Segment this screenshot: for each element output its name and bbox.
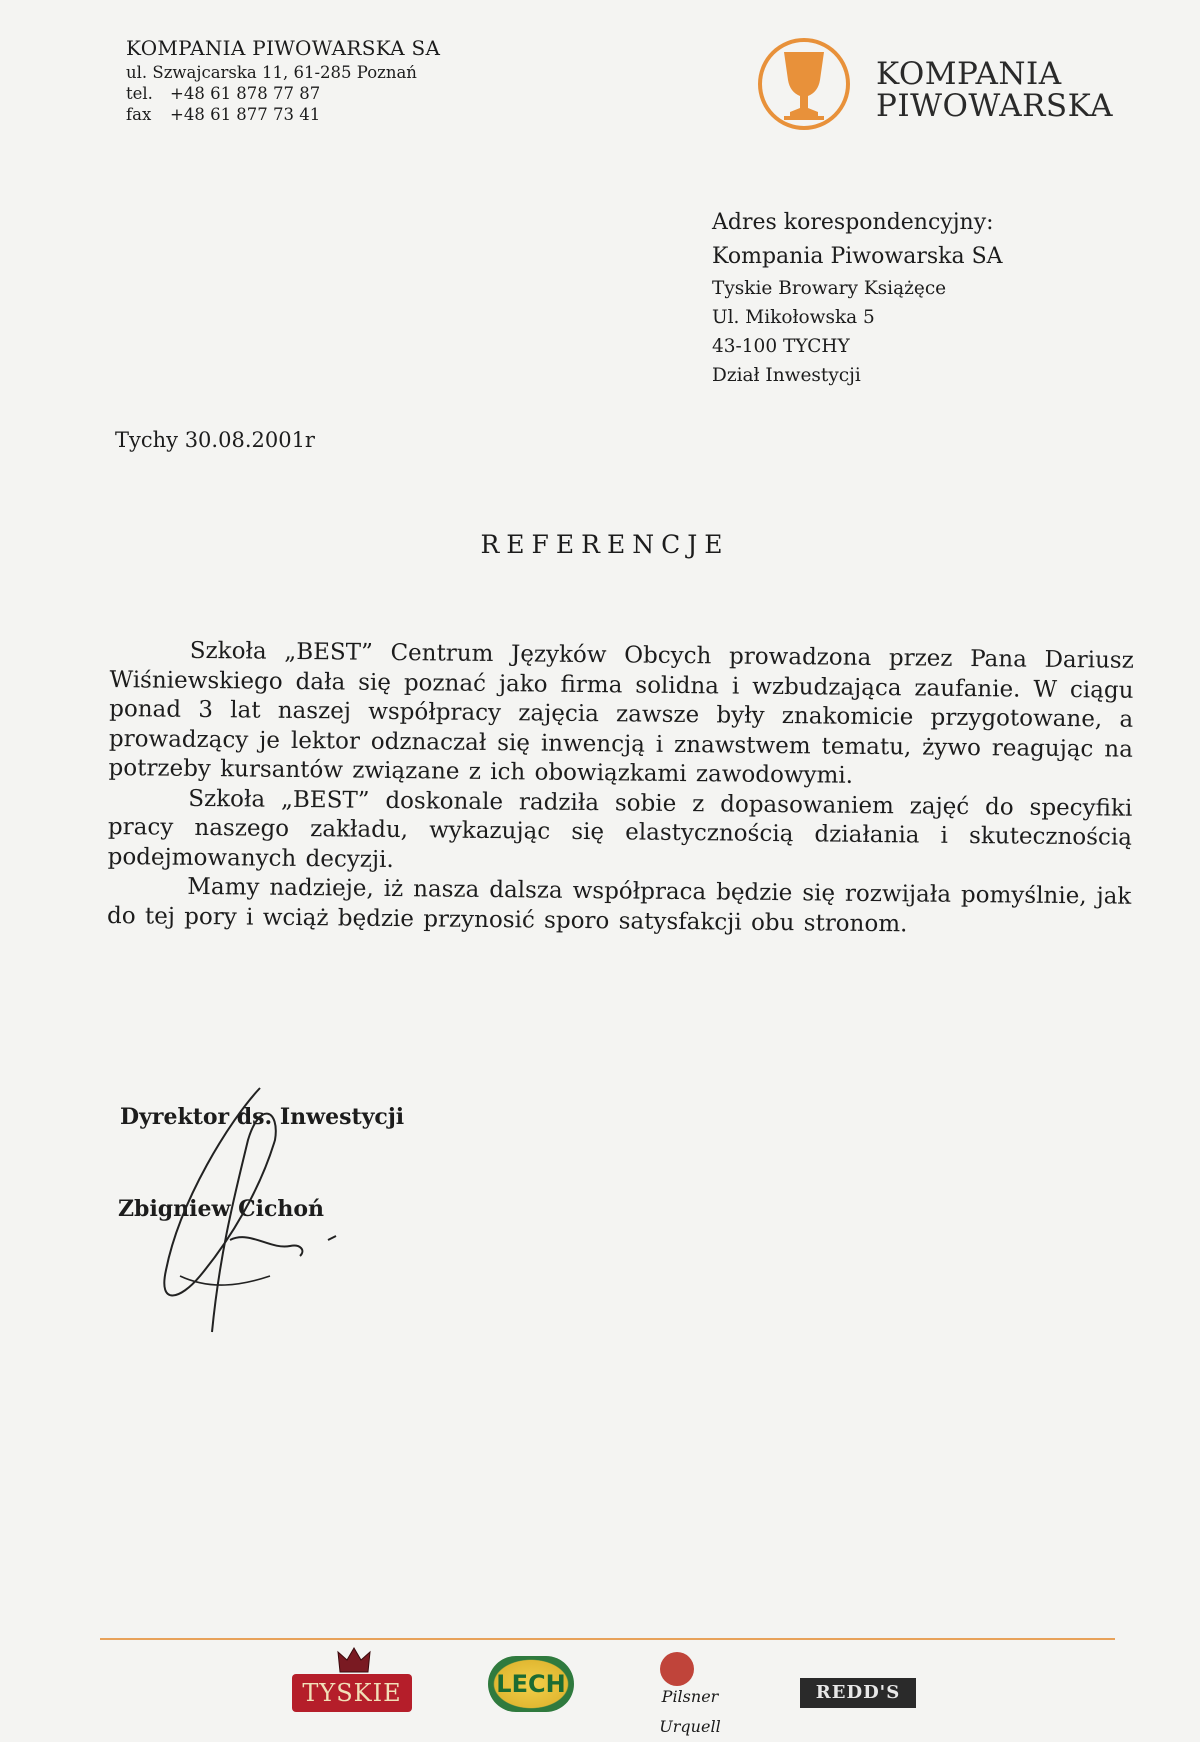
tel-label: tel. xyxy=(126,84,153,103)
letter-title: REFERENCJE xyxy=(480,530,730,559)
handwritten-signature xyxy=(140,1080,360,1340)
brand-logos xyxy=(0,1642,1200,1734)
pilsner-seal-icon xyxy=(660,1652,694,1686)
correspondence-company: Kompania Piwowarska SA xyxy=(712,244,1003,269)
correspondence-address xyxy=(712,206,1152,390)
logo-line2: PIWOWARSKA xyxy=(876,88,1113,124)
fax-number: +48 61 877 73 41 xyxy=(170,105,321,124)
redds-logo: REDD'S xyxy=(800,1678,916,1708)
tyskie-logo: TYSKIE xyxy=(292,1674,412,1712)
fax-label: fax xyxy=(126,105,152,124)
signatory-name: Zbigniew Cichoń xyxy=(118,1196,325,1222)
letter-date: Tychy 30.08.2001r xyxy=(115,428,315,452)
logo-wordmark xyxy=(876,58,1113,122)
tel-number: +48 61 878 77 87 xyxy=(170,84,321,103)
crown-icon xyxy=(336,1644,372,1676)
correspondence-line4: Dział Inwestycji xyxy=(712,365,861,386)
body-paragraph-2: Szkoła „BEST” doskonale radziła sobie z dopasowaniem zajęć do specyfiki pracy naszego zakładu, wykazując się elastycznością działania i skutecznością podejmowanych decyzji. xyxy=(107,785,1133,873)
beer-glass-logo-icon xyxy=(754,34,854,134)
sender-tel xyxy=(126,83,506,104)
body-paragraph-1: Szkoła „BEST” Centrum Języków Obcych prowadzona przez Pana Dariusz Wiśniewskiego dała się poznać jako firma solidna i wzbudzająca zaufanie. W ciągu ponad 3 lat naszej współpracy zajęcia zawsze były znakomicie przygotowane, a prowadzący je lektor odznaczał się inwencją i znawstwem tematu, żywo reagując na potrzeby kursantów związane z ich obowiązkami zawodowymi. xyxy=(108,637,1134,789)
letter-body xyxy=(107,636,1134,942)
logo-line1: KOMPANIA xyxy=(876,56,1062,92)
sender-street: ul. Szwajcarska 11, 61-285 Poznań xyxy=(126,63,417,82)
correspondence-line1: Tyskie Browary Książęce xyxy=(712,278,947,299)
correspondence-line3: 43-100 TYCHY xyxy=(712,336,850,357)
correspondence-line2: Ul. Mikołowska 5 xyxy=(712,307,875,328)
signatory-title: Dyrektor ds. Inwestycji xyxy=(120,1104,405,1130)
sender-block xyxy=(126,36,506,125)
body-paragraph-3: Mamy nadzieje, iż nasza dalsza współpraca będzie się rozwijała pomyślnie, jak do tej pory i wciąż będzie przynosić sporo satysfakcji obu stronom. xyxy=(106,873,1132,937)
pilsner-urquell-logo: Pilsner Urquell xyxy=(659,1687,721,1736)
company-logo xyxy=(754,34,1154,134)
correspondence-heading: Adres korespondencyjny: xyxy=(712,210,994,235)
footer-divider xyxy=(100,1638,1115,1640)
sender-fax xyxy=(126,104,506,125)
lech-logo: LECH xyxy=(488,1656,574,1712)
sender-company: KOMPANIA PIWOWARSKA SA xyxy=(126,36,441,60)
